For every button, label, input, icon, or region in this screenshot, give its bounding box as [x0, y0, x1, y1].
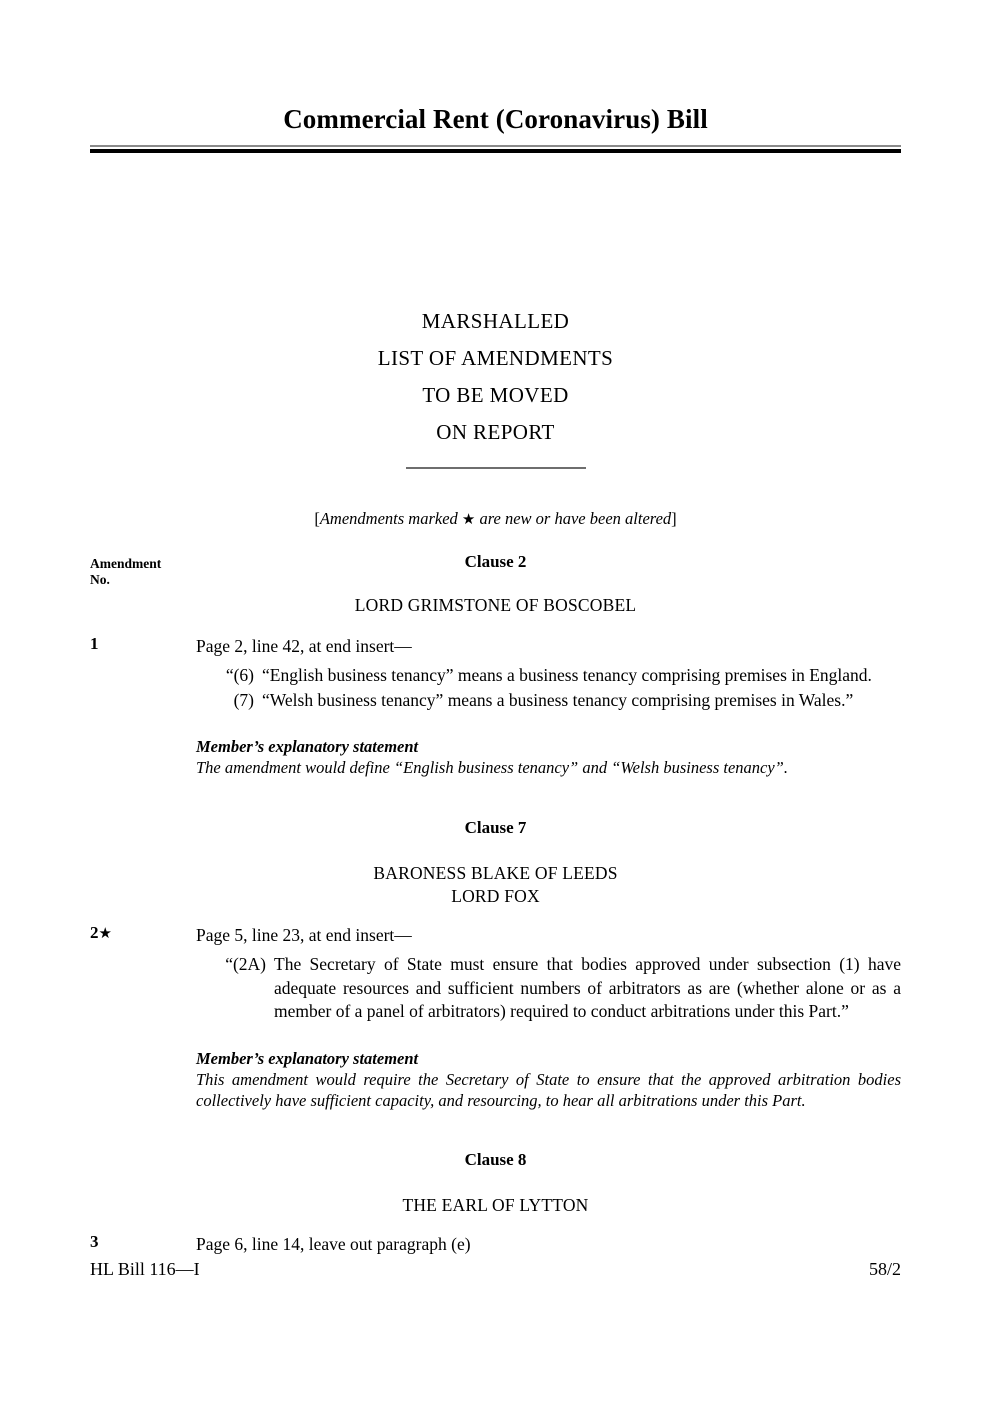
member-list: [90, 1194, 901, 1217]
bill-reference: HL Bill 116—I: [90, 1259, 200, 1279]
page-number: 58/2: [868, 1259, 901, 1279]
amendment-star-icon: ★: [98, 926, 112, 942]
note-text-after: are new or have been altered: [475, 509, 672, 528]
amendment-number: [90, 634, 186, 654]
amendment-section: [90, 1150, 901, 1256]
clause-heading: Clause 7: [464, 818, 527, 837]
sub-item-marker: (7): [233, 689, 254, 710]
clause-heading: Clause 8: [464, 1149, 527, 1169]
clause-heading: Clause 2: [464, 552, 527, 571]
heading-line-4: ON REPORT: [436, 420, 555, 444]
sub-item-text: “English business tenancy” means a business tenancy comprising premises in England.: [262, 665, 872, 685]
amendment-entry: [90, 634, 901, 658]
note-text-before: Amendments marked: [319, 509, 462, 528]
amendment-no-label-line-2: No.: [90, 571, 110, 587]
section-separator-rule: [0, 467, 991, 469]
amendment-sub-items: [196, 953, 901, 1024]
explanatory-statement-title: Member’s explanatory statement: [196, 1048, 419, 1068]
amendment-lead-text: Page 6, line 14, leave out paragraph (e): [196, 1233, 471, 1254]
sub-item: [196, 664, 901, 688]
amendment-number: [90, 923, 186, 943]
note-open-bracket: [: [314, 509, 320, 528]
member-name: THE EARL OF LYTTON: [402, 1194, 589, 1215]
member-name: BARONESS BLAKE OF LEEDS: [373, 863, 618, 883]
starred-amendments-note: [90, 509, 901, 529]
separator-bar: [406, 467, 586, 469]
sub-item: [196, 689, 901, 713]
amendments-body: [90, 552, 901, 1256]
amendment-sub-items: [196, 664, 901, 712]
sub-item-marker: “(2A): [225, 954, 266, 974]
amendment-number-value: 2: [90, 923, 99, 942]
explanatory-statement-text: This amendment would require the Secretary of State to ensure that the approved arbitration bodies collectively have sufficient capacity, and resourcing, to hear all arbitrations under this Part.: [196, 1069, 901, 1110]
star-icon: ★: [461, 512, 476, 528]
amendment-entry: [90, 923, 901, 947]
member-list: [90, 862, 901, 908]
sub-item-text: The Secretary of State must ensure that bodies approved under subsection (1) have adequate resources and sufficient numbers of arbitrators as are (whether alone or as a member of a panel of arbitrators) required to conduct arbitrations under this Part.”: [274, 954, 901, 1021]
amendment-number-value: 1: [90, 634, 99, 653]
amendment-number: [90, 1232, 186, 1252]
member-name: LORD GRIMSTONE OF BOSCOBEL: [354, 595, 637, 615]
amendment-number-value: 3: [90, 1231, 99, 1251]
amendment-section: [90, 552, 901, 778]
amendment-lead-text: Page 5, line 23, at end insert—: [196, 925, 412, 945]
sub-item: [196, 953, 901, 1024]
amendment-section: [90, 818, 901, 1111]
title-divider: [90, 145, 901, 153]
page-title: Commercial Rent (Coronavirus) Bill: [283, 104, 708, 134]
explanatory-statement: [196, 736, 901, 778]
explanatory-statement-text: The amendment would define “English business tenancy” and “Welsh business tenancy”.: [196, 758, 788, 777]
heading-line-3: TO BE MOVED: [422, 383, 569, 407]
explanatory-statement: [196, 1048, 901, 1111]
sub-item-text: “Welsh business tenancy” means a business tenancy comprising premises in Wales.”: [262, 689, 854, 710]
member-name: LORD FOX: [451, 886, 540, 906]
amendment-no-label-line-1: Amendment: [90, 556, 162, 571]
amendment-lead-text: Page 2, line 42, at end insert—: [196, 636, 412, 656]
marshalled-heading: [90, 303, 901, 451]
page-footer: [90, 1259, 901, 1280]
sub-item-marker: “(6): [225, 665, 254, 685]
heading-line-2: LIST OF AMENDMENTS: [377, 346, 614, 370]
explanatory-statement-title: Member’s explanatory statement: [196, 737, 419, 756]
member-list: [90, 594, 901, 617]
amendment-entry: [90, 1232, 901, 1256]
note-close-bracket: ]: [671, 509, 677, 528]
heading-line-1: MARSHALLED: [421, 309, 570, 333]
divider-thick-line: [90, 149, 901, 153]
